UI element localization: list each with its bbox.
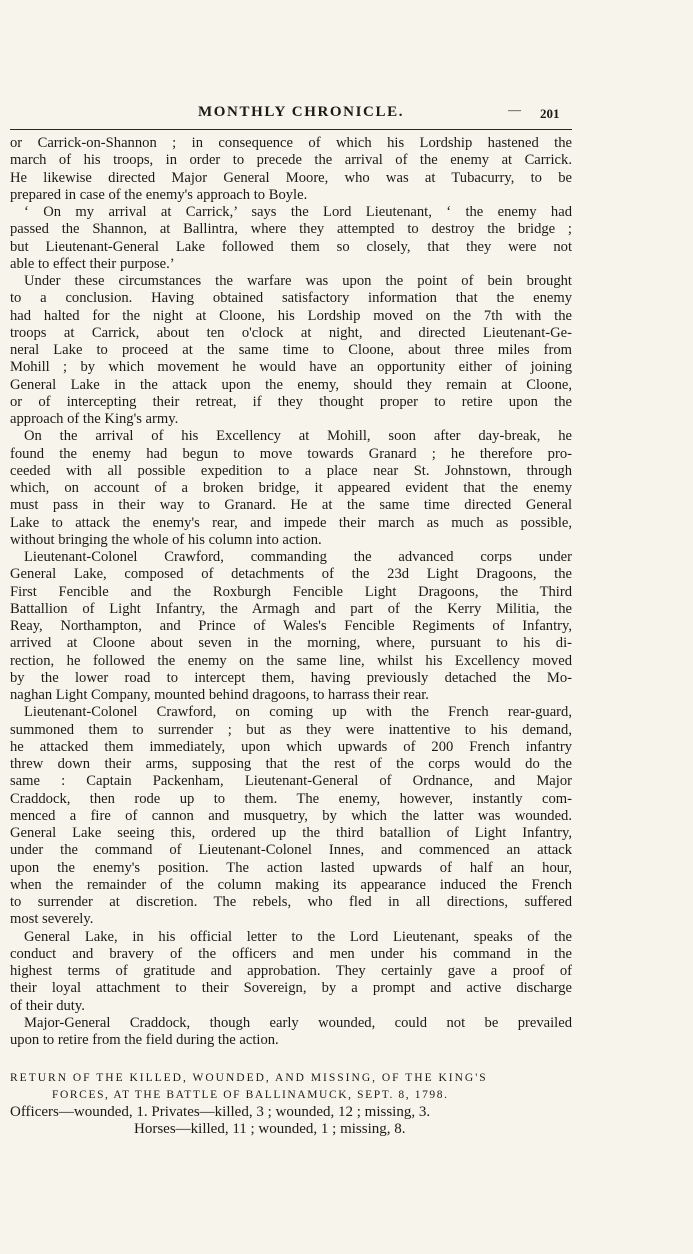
text-line: of their duty. — [10, 997, 85, 1014]
text-line: conduct and bravery of the officers and men under his command in the — [10, 945, 572, 962]
text-line: neral Lake to proceed at the same time to Cloone, about three miles from — [10, 342, 572, 358]
text-line: same : Captain Packenham, Lieutenant-General of Ordnance, and Major — [10, 773, 572, 790]
return-horses-line: Horses—killed, 11 ; wounded, 1 ; missing, 8. — [134, 1121, 406, 1137]
text-line: General Lake, in his official letter to the Lord Lieutenant, speaks of the — [24, 928, 572, 945]
text-line: ceeded with all possible expedition to a place near St. Johnstown, through — [10, 462, 572, 479]
text-line: Battallion of Light Infantry, the Armagh and part of the Kerry Militia, the — [10, 600, 572, 617]
running-title: MONTHLY CHRONICLE. — [198, 104, 405, 120]
text-line: Reay, Northampton, and Prince of Wales's Fencible Regiments of Infantry, — [10, 618, 572, 634]
text-line: but Lieutenant-General Lake followed them so closely, that they were not — [10, 238, 572, 255]
text-line: First Fencible and the Roxburgh Fencible Light Dragoons, the Third — [10, 583, 572, 600]
text-line: passed the Shannon, at Ballintra, where they attempted to destroy the bridge ; — [10, 221, 572, 238]
text-line: Lieutenant-Colonel Crawford, commanding the advanced corps under — [24, 549, 572, 565]
text-line: troops at Carrick, about ten o'clock at night, and directed Lieutenant-Ge- — [10, 324, 572, 341]
text-line: by the lower road to intercept them, having previously detached the Mo- — [10, 669, 572, 686]
text-line: highest terms of gratitude and approbation. They certainly gave a proof of — [10, 963, 572, 979]
text-line: Lieutenant-Colonel Crawford, on coming up with the French rear-guard, — [24, 704, 572, 721]
text-line: to a conclusion. Having obtained satisfactory information that the enemy — [10, 290, 572, 307]
text-line: General Lake in the attack upon the enemy, should they remain at Cloone, — [10, 376, 572, 393]
text-line: prepared in case of the enemy's approach to Boyle. — [10, 186, 308, 203]
text-line: able to effect their purpose.’ — [10, 255, 175, 272]
text-line: General Lake seeing this, ordered up the third batallion of Light Infantry, — [10, 825, 572, 841]
text-line: He likewise directed Major General Moore, who was at Tubacurry, to be — [10, 169, 572, 186]
text-line: threw down their arms, supposing that the rest of the corps would do the — [10, 756, 572, 772]
text-line: had halted for the night at Cloone, his Lordship moved on the 7th with the — [10, 307, 572, 324]
text-line: Craddock, then rode up to them. The enemy, however, instantly com- — [10, 790, 572, 807]
text-line: found the enemy had begun to move towards Granard ; he therefore pro- — [10, 445, 572, 462]
text-line: he attacked them immediately, upon which upwards of 200 French infantry — [10, 738, 572, 755]
text-line: General Lake, composed of detachments of the 23d Light Dragoons, the — [10, 566, 572, 583]
text-line: which, on account of a broken bridge, it appeared evident that the enemy — [10, 480, 572, 496]
text-line: Major-General Craddock, though early wounded, could not be prevailed — [24, 1014, 572, 1031]
text-line: menced a fire of cannon and musquetry, by which the latter was wounded. — [10, 807, 572, 824]
text-line: summoned them to surrender ; but as they were inattentive to his demand, — [10, 721, 572, 738]
return-heading-line-1: RETURN OF THE KILLED, WOUNDED, AND MISSING, OF THE KING'S — [10, 1072, 488, 1084]
header-dash: — — [508, 102, 521, 117]
return-heading-line-2: FORCES, AT THE BATTLE OF BALLINAMUCK, SEPT. 8, 1798. — [52, 1089, 449, 1101]
text-line: or Carrick-on-Shannon ; in consequence of which his Lordship hastened the — [10, 135, 572, 151]
text-line: march of his troops, in order to precede the arrival of the enemy at Carrick. — [10, 152, 572, 169]
header-rule — [10, 129, 572, 130]
text-line: Lake to attack the enemy's rear, and impede their march as much as possible, — [10, 514, 572, 531]
text-line: On the arrival of his Excellency at Mohill, soon after day-break, he — [24, 428, 572, 445]
text-line: approach of the King's army. — [10, 411, 179, 427]
article-body — [10, 135, 572, 1049]
text-line: arrived at Cloone about seven in the morning, where, pursuant to his di- — [10, 635, 572, 652]
text-line: rection, he followed the enemy on the same line, whilst his Excellency moved — [10, 652, 572, 669]
text-line: without bringing the whole of his column into action. — [10, 531, 322, 548]
text-line: most severely. — [10, 911, 94, 928]
text-line: naghan Light Company, mounted behind dragoons, to harrass their rear. — [10, 687, 429, 703]
text-line: Under these circumstances the warfare was upon the point of bein brought — [24, 273, 572, 289]
text-line: to surrender at discretion. The rebels, who fled in all directions, suffered — [10, 894, 572, 910]
text-line: or of intercepting their retreat, if they thought proper to retire upon the — [10, 393, 572, 410]
page-header — [0, 100, 693, 130]
text-line: must pass in their way to Granard. He at the same time directed General — [10, 497, 572, 514]
text-line: upon the enemy's position. The action lasted upwards of half an hour, — [10, 859, 572, 876]
return-officers-line: Officers—wounded, 1. Privates—killed, 3 ; wounded, 12 ; missing, 3. — [10, 1104, 431, 1120]
text-line: ‘ On my arrival at Carrick,’ says the Lord Lieutenant, ‘ the enemy had — [24, 204, 572, 220]
text-line: Mohill ; by which movement he would have an opportunity either of joining — [10, 359, 572, 376]
text-line: upon to retire from the field during the action. — [10, 1032, 279, 1048]
return-table — [10, 1070, 590, 1138]
page-number: 201 — [540, 106, 560, 121]
text-line: when the remainder of the column making its appearance induced the French — [10, 876, 572, 893]
text-line: their loyal attachment to their Sovereign, by a prompt and active discharge — [10, 980, 572, 997]
text-line: under the command of Lieutenant-Colonel Innes, and commenced an attack — [10, 842, 572, 859]
